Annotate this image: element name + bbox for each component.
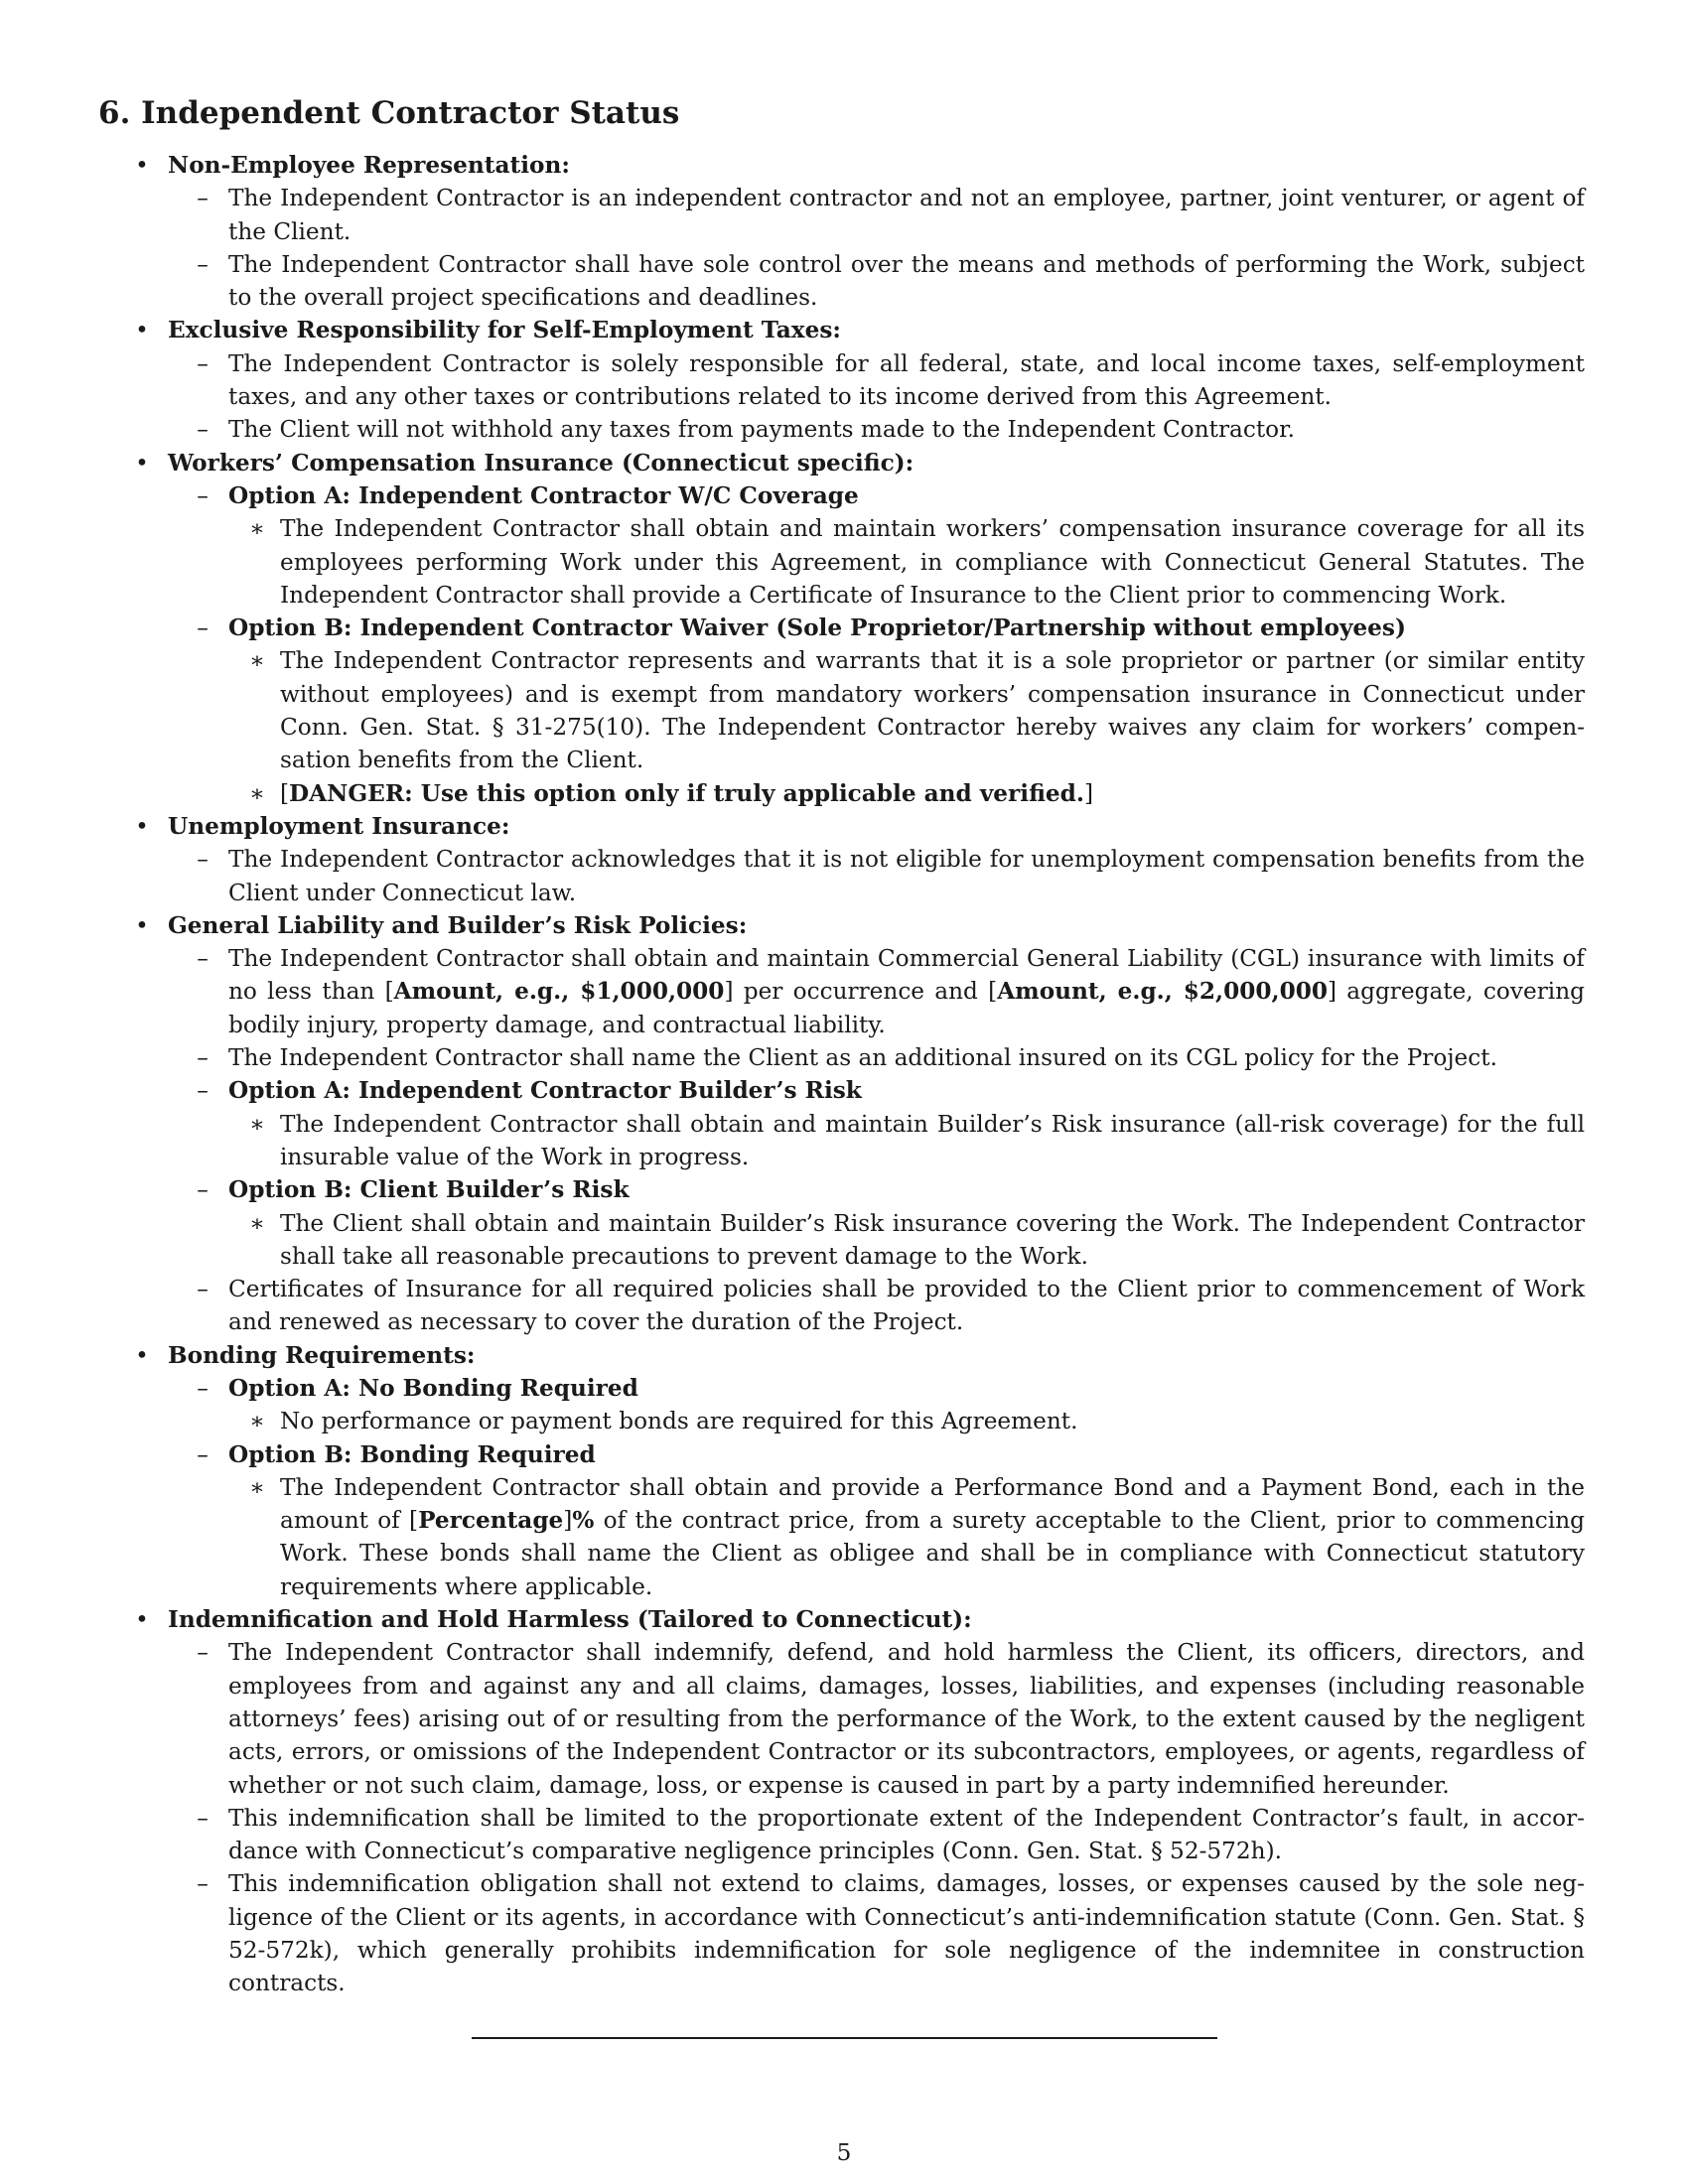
option-heading <box>197 1173 1585 1206</box>
dash-marker: – <box>197 1804 209 1832</box>
option-heading <box>197 479 1585 512</box>
option-text <box>249 1405 1585 1437</box>
bullet-label: Bonding Requirements: <box>168 1341 476 1369</box>
sub-item-text: The Independent Contractor acknowledges that it is not eligible for unemployment compensation benefits from the Client under Connecticut law. <box>228 846 1585 906</box>
bullet-label: General Liability and Builder’s Risk Policies: <box>168 911 748 939</box>
bullet-marker: • <box>135 449 149 477</box>
dash-marker: – <box>197 1639 209 1667</box>
sub-item <box>197 413 1585 446</box>
bullet-indemnification <box>135 1603 1585 1636</box>
option-text <box>249 644 1585 776</box>
bullet-marker: • <box>135 317 149 344</box>
sub-item-text: Certificates of Insurance for all required policies shall be provided to the Client prior to commencement of Work and renewed as necessary to cover the duration of the Project. <box>228 1276 1585 1336</box>
sub-item <box>197 1867 1585 1999</box>
sub-item-text: This indemnification shall be limited to the proportionate extent of the Independent Contractor’s fault, in accordance with Connecticut’s comparative negligence principles (Conn. Gen. Stat. § 52-572h). <box>228 1804 1585 1865</box>
bond-text-start: The Independent Contractor shall obtain and provide a Performance Bond and a Payment Bond, each in the amount of <box>280 1473 1585 1535</box>
dash-marker: – <box>197 349 209 377</box>
sub-item-text: The Client will not withhold any taxes from payments made to the Independent Contractor. <box>228 416 1296 444</box>
bullet-marker: • <box>135 1341 149 1369</box>
bullet-liability <box>135 909 1585 942</box>
option-heading <box>197 1074 1585 1107</box>
option-body: No performance or payment bonds are required for this Agreement. <box>280 1408 1078 1435</box>
bullet-marker: • <box>135 911 149 939</box>
bond-percentage: Percentage <box>418 1507 564 1535</box>
asterisk-marker: ∗ <box>249 1209 265 1237</box>
sub-item-text: The Independent Contractor shall name the Client as an additional insured on its CGL policy for the Project. <box>228 1044 1497 1072</box>
danger-note: ∗ [DANGER: Use this option only if truly applicable and verified.] <box>280 777 1585 810</box>
asterisk-marker: ∗ <box>249 779 265 807</box>
footer-rule <box>472 2037 1217 2039</box>
dash-marker: – <box>197 1276 209 1303</box>
section-content <box>0 149 1688 2000</box>
option-heading <box>197 1438 1585 1471</box>
option-body: The Independent Contractor represents and warrants that it is a sole proprietor or partner (or similar entity without employees) and is exempt from mandatory workers’ compensation insurance in Connecticut under Conn. Gen. Stat. § 31-275(10). The Independent Contractor hereby waives any claim for workers’ compensation benefits from the Client. <box>280 647 1585 774</box>
sub-item-cgl: – The Independent Contractor shall obtain and maintain Commercial General Liability (CGL) insurance with limits of no less than [Amount, e.g., $1,000,000] per occurrence and [Amount, e.g., $2,000,000] aggregate, covering bodily injury, property damage, and contractual liability. <box>228 942 1585 1041</box>
option-label: Option B: Bonding Required <box>228 1440 596 1468</box>
bullet-marker: • <box>135 152 149 179</box>
dash-marker: – <box>197 614 209 642</box>
asterisk-marker: ∗ <box>249 1473 265 1501</box>
sub-item-text: The Independent Contractor shall have sole control over the means and methods of performing the Work, subject to the overall project specifications and deadlines. <box>228 250 1585 312</box>
sub-item <box>197 1041 1585 1074</box>
dash-marker: – <box>197 481 209 509</box>
bullet-marker: • <box>135 812 149 840</box>
page-number: 5 <box>836 2139 852 2166</box>
option-heading <box>197 1372 1585 1405</box>
asterisk-marker: ∗ <box>249 515 265 543</box>
cgl-mid: per occurrence and <box>733 978 989 1006</box>
dash-marker: – <box>197 1440 209 1468</box>
sub-item <box>197 248 1585 315</box>
cgl-end: aggregate, covering bodily injury, property damage, and contractual liability. <box>228 978 1585 1038</box>
dash-marker: – <box>197 185 209 212</box>
dash-marker: – <box>197 1176 209 1204</box>
option-body: The Independent Contractor shall obtain and maintain workers’ compensation insurance coverage for all its employees performing Work under this Agreement, in compliance with Connecticut General Statutes. The Independent Contractor shall provide a Certificate of Insurance to the Client prior to commencing Work. <box>280 515 1585 609</box>
sub-item <box>197 347 1585 414</box>
sub-item <box>197 1636 1585 1801</box>
bullet-unemployment <box>135 810 1585 843</box>
dash-marker: – <box>197 1870 209 1898</box>
dash-marker: – <box>197 250 209 278</box>
sub-item-text: The Independent Contractor is an independent contractor and not an employee, partner, joint venturer, or agent of the Client. <box>228 185 1585 245</box>
dash-marker: – <box>197 1374 209 1402</box>
sub-item <box>197 843 1585 909</box>
option-heading <box>197 612 1585 644</box>
option-text: ∗ The Independent Contractor shall obtain and provide a Performance Bond and a Payment Bond, each in the amount of [Percentage]% of the contract price, from a surety acceptable to the Client, prior to commencing Work. These bonds shall name the Client as obligee and shall be in compliance with Connecticut statutory requirements where applicable. <box>280 1471 1585 1603</box>
cgl-intro: The Independent Contractor shall obtain and maintain Commercial General Liability (CGL) insurance with limits of no less than <box>228 945 1585 1006</box>
cgl-amount-aggregate: Amount, e.g., $2,000,000 <box>997 978 1328 1006</box>
bullet-taxes <box>135 314 1585 346</box>
option-label: Option A: Independent Contractor Builder’s Risk <box>228 1077 862 1105</box>
bond-text-end: of the contract price, from a surety acceptable to the Client, prior to commencing Work. These bonds shall name the Client as obligee and shall be in compliance with Connecticut statutory requirements where applicable. <box>280 1507 1585 1600</box>
dash-marker: – <box>197 416 209 444</box>
sub-item-text: The Independent Contractor shall indemnify, defend, and hold harmless the Client, its officers, directors, and employees from and against any and all claims, damages, losses, liabilities, and expenses (including reasonable attorneys’ fees) arising out of or resulting from the performance of the Work, to the extent caused by the negligent acts, errors, or omissions of the Independent Contractor or its subcontractors, employees, or agents, regardless of whether or not such claim, damage, loss, or expense is caused in part by a party indemnified hereunder. <box>228 1639 1585 1799</box>
dash-marker: – <box>197 945 209 973</box>
sub-item-text: The Independent Contractor is solely responsible for all federal, state, and local income taxes, self-employment taxes, and any other taxes or contributions related to its income derived from this Agreement. <box>228 349 1585 411</box>
asterisk-marker: ∗ <box>249 647 265 675</box>
bullet-label: Indemnification and Hold Harmless (Tailored to Connecticut): <box>168 1606 972 1634</box>
bullet-label: Unemployment Insurance: <box>168 812 510 840</box>
bullet-label: Workers’ Compensation Insurance (Connecticut specific): <box>168 449 914 477</box>
option-body: The Independent Contractor shall obtain and maintain Builder’s Risk insurance (all-risk coverage) for the full insurable value of the Work in progress. <box>280 1110 1585 1170</box>
option-label: Option A: Independent Contractor W/C Coverage <box>228 481 859 509</box>
bullet-non-employee <box>135 149 1585 182</box>
bullet-workers-comp <box>135 447 1585 479</box>
option-text <box>249 512 1585 612</box>
bullet-marker: • <box>135 1606 149 1634</box>
bullet-label: Non-Employee Representation: <box>168 152 570 179</box>
bullet-bonding <box>135 1339 1585 1372</box>
sub-item-text: This indemnification obligation shall not extend to claims, damages, losses, or expenses caused by the sole negligence of the Client or its agents, in accordance with Connecticut’s anti-indemnification statute (Conn. Gen. Stat. § 52-572k), which generally prohibits indemnification for sole negligence of the indemnitee in construction contracts. <box>228 1870 1585 1997</box>
option-label: Option A: No Bonding Required <box>228 1374 638 1402</box>
asterisk-marker: ∗ <box>249 1408 265 1435</box>
cgl-amount-occurrence: Amount, e.g., $1,000,000 <box>393 978 725 1006</box>
dash-marker: – <box>197 1077 209 1105</box>
sub-item <box>197 1273 1585 1339</box>
sub-item <box>197 1802 1585 1868</box>
option-label: Option B: Client Builder’s Risk <box>228 1176 630 1204</box>
option-label: Option B: Independent Contractor Waiver (Sole Proprietor/Partnership without employees) <box>228 614 1406 642</box>
danger-text: DANGER: Use this option only if truly applicable and verified. <box>289 779 1084 807</box>
sub-item <box>197 182 1585 248</box>
bullet-label: Exclusive Responsibility for Self-Employment Taxes: <box>168 317 841 344</box>
section-heading: 6. Independent Contractor Status <box>98 95 680 131</box>
dash-marker: – <box>197 846 209 874</box>
option-text <box>249 1207 1585 1274</box>
asterisk-marker: ∗ <box>249 1110 265 1138</box>
option-text <box>249 1108 1585 1174</box>
dash-marker: – <box>197 1044 209 1072</box>
option-body: The Client shall obtain and maintain Builder’s Risk insurance covering the Work. The Independent Contractor shall take all reasonable precautions to prevent damage to the Work. <box>280 1209 1585 1270</box>
